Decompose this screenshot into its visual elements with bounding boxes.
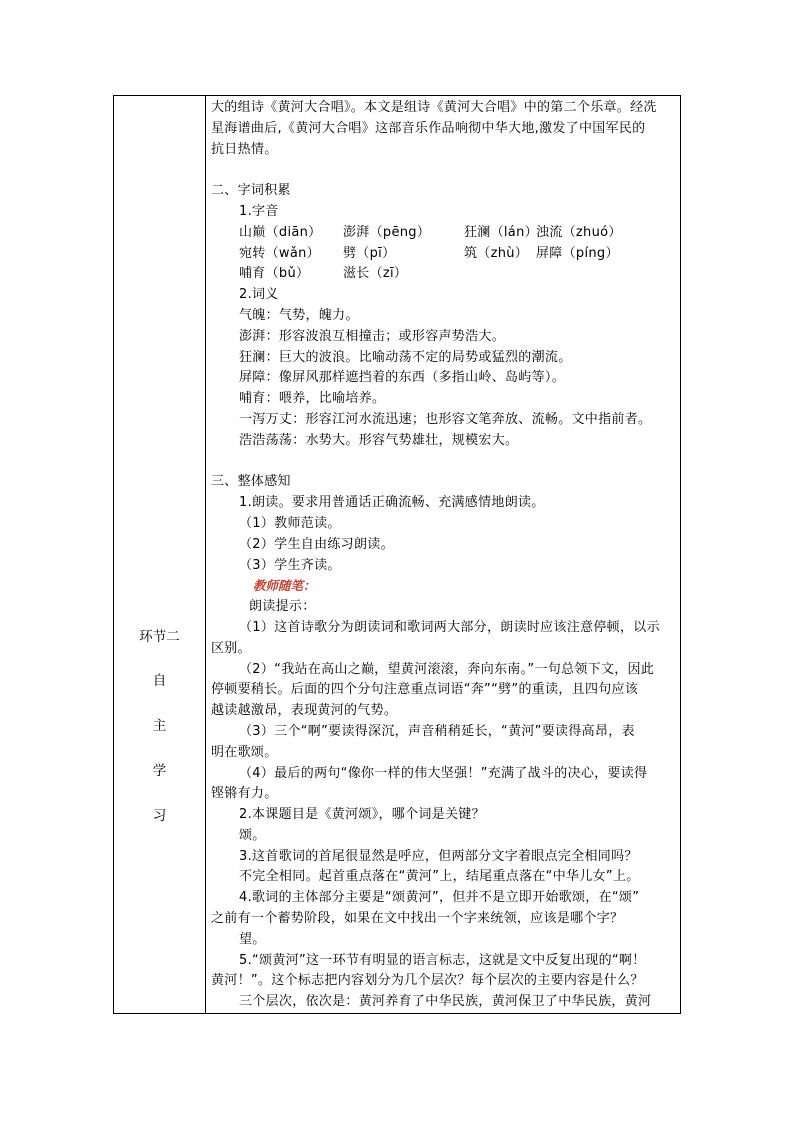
subheading: 1.字音 bbox=[239, 203, 279, 219]
label-char: 自 bbox=[152, 673, 167, 690]
pron-item: 山巅（diān） bbox=[239, 224, 322, 240]
intro-line: 抗日热情。 bbox=[211, 141, 278, 157]
read-item: （3）学生齐读。 bbox=[239, 557, 341, 573]
lesson-table bbox=[113, 95, 681, 1014]
tip-line: 明在歌颂。 bbox=[211, 744, 278, 760]
meaning-line: 狂澜：巨大的波浪。比喻动荡不定的局势或猛烈的潮流。 bbox=[239, 349, 572, 365]
pron-item: 屏障（píng） bbox=[536, 245, 619, 261]
pron-item: 宛转（wǎn） bbox=[239, 245, 320, 261]
teacher-note: 教师随笔： bbox=[253, 578, 316, 594]
intro-line: 星海谱曲后,《黄河大合唱》这部音乐作品响彻中华大地,激发了中国军民的 bbox=[211, 120, 646, 136]
label-char: 习 bbox=[152, 808, 167, 825]
tip-line: （1）这首诗歌分为朗读词和歌词两大部分，朗读时应该注意停顿，以示 bbox=[239, 619, 660, 635]
question-line: 3.这首歌词的首尾很显然是呼应，但两部分文字着眼点完全相同吗？ bbox=[239, 848, 638, 864]
pron-item: 浊流（zhuó） bbox=[536, 224, 622, 240]
meaning-line: 屏障：像屏风那样遮挡着的东西（多指山岭、岛屿等）。 bbox=[239, 370, 566, 386]
meaning-line: 哺育：喂养，比喻培养。 bbox=[239, 391, 386, 407]
question-line: 5.“颂黄河”这一环节有明显的语言标志，这就是文中反复出现的“啊！ bbox=[239, 952, 646, 968]
tip-line: 越读越激昂，表现黄河的气势。 bbox=[211, 703, 398, 719]
read-item: （1）教师范读。 bbox=[239, 515, 341, 531]
pron-item: 筑（zhù） bbox=[464, 245, 529, 261]
question-line: 之前有一个蓄势阶段，如果在文中找出一个字来统领，应该是哪个字？ bbox=[211, 911, 624, 927]
pronunciation-row bbox=[211, 264, 676, 285]
subheading: 1.朗读。要求用普通话正确流畅、充满感情地朗读。 bbox=[239, 495, 545, 511]
answer-line: 不完全相同。起首重点落在“黄河”上，结尾重点落在“中华儿女”上。 bbox=[239, 869, 640, 885]
content-cell bbox=[206, 96, 681, 1014]
section-label-cell bbox=[114, 96, 206, 1014]
label-char: 主 bbox=[152, 718, 167, 735]
pron-item: 滋长（zī） bbox=[343, 266, 408, 282]
question-line: 2.本课题目是《黄河颂》，哪个词是关键？ bbox=[239, 807, 485, 823]
question-line: 黄河！”。这个标志把内容划分为几个层次？每个层次的主要内容是什么？ bbox=[211, 973, 644, 989]
answer-line: 颂。 bbox=[239, 827, 266, 843]
pron-item: 澎湃（pēng） bbox=[343, 224, 431, 240]
tips-title: 朗读提示： bbox=[249, 599, 316, 615]
subheading: 2.词义 bbox=[239, 287, 279, 303]
tip-line: 停顿要稍长。后面的四个分句注意重点词语“奔”“劈”的重读，且四句应该 bbox=[211, 682, 639, 698]
meaning-line: 气魄：气势，魄力。 bbox=[239, 307, 359, 323]
tip-line: （2）“我站在高山之巅，望黄河滚滚，奔向东南。”一句总领下文，因此 bbox=[239, 661, 655, 677]
section-heading: 二、字词积累 bbox=[211, 183, 291, 199]
pronunciation-row bbox=[211, 223, 676, 244]
meaning-line: 浩浩荡荡：水势大。形容气势雄壮，规模宏大。 bbox=[239, 432, 519, 448]
read-item: （2）学生自由练习朗读。 bbox=[239, 536, 394, 552]
meaning-line: 澎湃：形容波浪互相撞击；或形容声势浩大。 bbox=[239, 328, 506, 344]
pron-item: 哺育（bǔ） bbox=[239, 266, 310, 282]
pronunciation-row bbox=[211, 244, 676, 265]
section-heading: 三、整体感知 bbox=[211, 474, 291, 490]
answer-line: 三个层次，依次是：黄河养育了中华民族，黄河保卫了中华民族，黄河 bbox=[239, 994, 652, 1010]
answer-line: 望。 bbox=[239, 931, 266, 947]
question-line: 4.歌词的主体部分主要是“颂黄河”，但并不是立即开始歌颂，在“颂” bbox=[239, 890, 640, 906]
intro-line: 大的组诗《黄河大合唱》。本文是组诗《黄河大合唱》中的第二个乐章。经冼 bbox=[211, 100, 657, 115]
tip-line: （4）最后的两句“像你一样的伟大坚强！”充满了战斗的决心，要读得 bbox=[239, 765, 648, 781]
tip-line: （3）三个“啊”要读得深沉，声音稍稍延长，“黄河”要读得高昂，表 bbox=[239, 723, 635, 739]
meaning-line: 一泻万丈：形容江河水流迅速；也形容文笔奔放、流畅。文中指前者。 bbox=[239, 411, 652, 427]
section-label: 环节二 bbox=[139, 628, 180, 645]
pron-item: 劈（pī） bbox=[343, 245, 396, 261]
tip-line: 区别。 bbox=[211, 640, 251, 656]
label-char: 学 bbox=[152, 763, 167, 780]
pron-item: 狂澜（lán） bbox=[464, 224, 538, 240]
tip-line: 铿锵有力。 bbox=[211, 786, 278, 802]
